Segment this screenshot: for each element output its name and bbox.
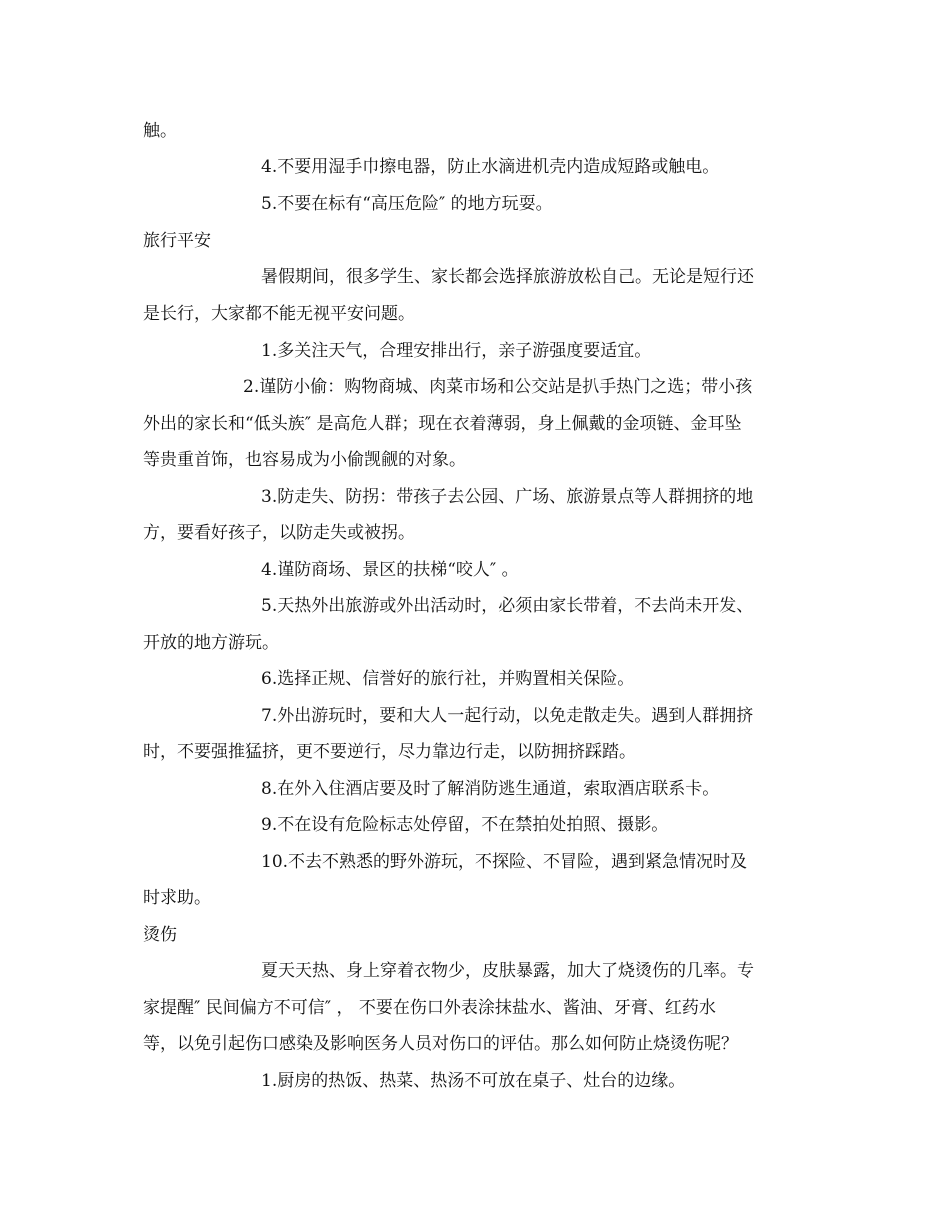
section-heading: 旅行平安: [143, 231, 211, 251]
list-item: 2.谨防小偷：购物商城、肉菜市场和公交站是扒手热门之选；带小孩: [243, 377, 753, 397]
paragraph-line: 暑假期间，很多学生、家长都会选择旅游放松自己。无论是短行还: [261, 267, 754, 287]
list-item: 7.外出游玩时，要和大人一起行动，以免走散走失。遇到人群拥挤: [261, 706, 754, 726]
paragraph-line: 触。: [143, 121, 177, 141]
paragraph-line: 时，不要强推猛挤，更不要逆行，尽力靠边行走，以防拥挤踩踏。: [143, 742, 636, 762]
paragraph-line: 等，以免引起伤口感染及影响医务人员对伤口的评估。那么如何防止烧烫伤呢？: [143, 1034, 738, 1054]
list-item: 3.防走失、防拐：带孩子去公园、广场、旅游景点等人群拥挤的地: [261, 487, 754, 507]
list-item: 4.谨防商场、景区的扶梯“咬人″ 。: [261, 560, 519, 580]
list-item: 1.多关注天气，合理安排出行，亲子游强度要适宜。: [261, 341, 652, 361]
list-item: 1.厨房的热饭、热菜、热汤不可放在桌子、灶台的边缘。: [261, 1071, 686, 1091]
list-item: 5.天热外出旅游或外出活动时，必须由家长带着，不去尚未开发、: [261, 596, 754, 616]
paragraph-line: 方，要看好孩子，以防走失或被拐。: [143, 523, 415, 543]
paragraph-line: 开放的地方游玩。: [143, 633, 279, 653]
paragraph-line: 外出的家长和“低头族″ 是高危人群；现在衣着薄弱，身上佩戴的金项链、金耳坠: [143, 414, 742, 434]
list-item: 5.不要在标有“高压危险″ 的地方玩耍。: [261, 194, 553, 214]
list-item: 4.不要用湿手巾擦电器，防止水滴进机壳内造成短路或触电。: [261, 157, 720, 177]
paragraph-line: 等贵重首饰，也容易成为小偷觊觎的对象。: [143, 450, 466, 470]
list-item: 6.选择正规、信誉好的旅行社，并购置相关保险。: [261, 669, 635, 689]
paragraph-line: 夏天天热、身上穿着衣物少，皮肤暴露，加大了烧烫伤的几率。专: [261, 961, 754, 981]
paragraph-line: 时求助。: [143, 888, 211, 908]
list-item: 10.不去不熟悉的野外游玩，不探险、不冒险，遇到紧急情况时及: [261, 852, 748, 872]
section-heading: 烫伤: [143, 925, 177, 945]
paragraph-line: 家提醒″ 民间偏方不可信″ ， 不要在伤口外表涂抹盐水、酱油、牙膏、红药水: [143, 998, 716, 1018]
list-item: 9.不在设有危险标志处停留，不在禁拍处拍照、摄影。: [261, 815, 669, 835]
list-item: 8.在外入住酒店要及时了解消防逃生通道，索取酒店联系卡。: [261, 779, 720, 799]
paragraph-line: 是长行，大家都不能无视平安问题。: [143, 304, 415, 324]
